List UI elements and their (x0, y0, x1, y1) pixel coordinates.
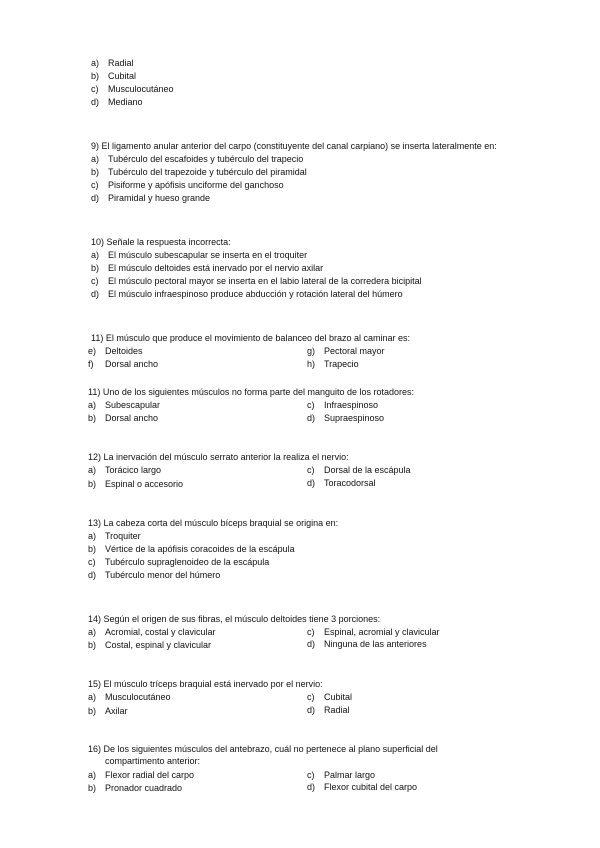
question-stem-continued: compartimento anterior: (105, 756, 201, 766)
option-text: Trapecio (324, 359, 359, 369)
option-letter: a) (88, 400, 97, 410)
option-text: Deltoides (105, 346, 143, 356)
option-text: Mediano (108, 97, 143, 107)
question-stem: 16) De los siguientes músculos del antebrazo, cuál no pertenece al plano superficial del (88, 744, 438, 754)
option-letter: h) (307, 359, 316, 369)
option-text: Supraespinoso (324, 413, 385, 423)
option-letter: c) (307, 627, 315, 637)
option-letter: c) (307, 692, 315, 702)
option-letter: c) (91, 276, 99, 286)
question-stem: 15) El músculo tríceps braquial está inervado por el nervio: (88, 679, 323, 689)
option-letter: d) (307, 705, 316, 715)
question-stem: 12) La inervación del músculo serrato anterior la realiza el nervio: (88, 452, 349, 462)
option-text: Pronador cuadrado (105, 783, 183, 793)
option-letter: a) (88, 770, 97, 780)
question-stem: 14) Según el origen de sus fibras, el músculo deltoides tiene 3 porciones: (88, 614, 381, 624)
option-letter: d) (91, 193, 100, 203)
option-text: Espinal o accesorio (105, 479, 184, 489)
option-letter: b) (88, 413, 97, 423)
question-stem: 11) Uno de los siguientes músculos no forma parte del manguito de los rotadores: (88, 387, 415, 397)
option-letter: b) (91, 71, 100, 81)
option-text: Torácico largo (105, 465, 162, 475)
option-letter: f) (88, 359, 94, 369)
option-letter: b) (88, 706, 97, 716)
option-text: Musculocutáneo (108, 84, 174, 94)
option-text: Radial (108, 58, 134, 68)
option-letter: d) (88, 570, 97, 580)
option-letter: d) (307, 413, 316, 423)
option-letter: d) (91, 97, 100, 107)
option-text: Troquiter (105, 531, 141, 541)
option-text: Pisiforme y apófisis unciforme del ganchoso (108, 180, 284, 190)
option-letter: a) (88, 692, 97, 702)
option-text: Cubital (324, 692, 353, 702)
option-text: Tubérculo del escafoides y tubérculo del trapecio (108, 154, 304, 164)
option-text: Tubérculo del trapezoide y tubérculo del piramidal (108, 167, 307, 177)
option-letter: b) (88, 640, 97, 650)
option-letter: a) (91, 58, 100, 68)
option-letter: b) (88, 479, 97, 489)
option-letter: c) (307, 770, 315, 780)
option-text: Tubérculo supraglenoideo de la escápula (105, 557, 270, 567)
option-text: Radial (324, 705, 350, 715)
option-text: Pectoral mayor (324, 346, 385, 356)
option-letter: b) (91, 263, 100, 273)
option-text: El músculo pectoral mayor se inserta en el labio lateral de la corredera bicipital (108, 276, 422, 286)
option-letter: d) (307, 639, 316, 649)
option-text: El músculo infraespinoso produce abducción y rotación lateral del húmero (108, 289, 403, 299)
option-text: Flexor cubital del carpo (324, 782, 418, 792)
option-letter: a) (88, 465, 97, 475)
option-letter: c) (91, 84, 99, 94)
option-letter: b) (88, 544, 97, 554)
option-letter: d) (307, 478, 316, 488)
option-text: Vértice de la apófisis coracoides de la escápula (105, 544, 295, 554)
option-letter: a) (91, 154, 100, 164)
option-letter: a) (88, 531, 97, 541)
option-text: El músculo deltoides está inervado por el nervio axilar (108, 263, 324, 273)
option-letter: b) (91, 167, 100, 177)
option-text: Espinal, acromial y clavicular (324, 627, 440, 637)
option-letter: b) (88, 783, 97, 793)
option-letter: c) (91, 180, 99, 190)
question-stem: 10) Señale la respuesta incorrecta: (91, 237, 231, 247)
option-text: Piramidal y hueso grande (108, 193, 211, 203)
option-text: Flexor radial del carpo (105, 770, 195, 780)
question-stem: 11) El músculo que produce el movimiento de balanceo del brazo al caminar es: (91, 333, 411, 343)
option-text: Subescapular (105, 400, 161, 410)
option-letter: d) (307, 782, 316, 792)
option-text: Ninguna de las anteriores (324, 639, 427, 649)
option-text: Costal, espinal y clavicular (105, 640, 212, 650)
option-letter: e) (88, 346, 97, 356)
option-letter: g) (307, 346, 316, 356)
option-text: El músculo subescapular se inserta en el troquiter (108, 250, 308, 260)
option-text: Toracodorsal (324, 478, 376, 488)
option-letter: a) (88, 627, 97, 637)
option-letter: c) (307, 400, 315, 410)
question-stem: 13) La cabeza corta del músculo bíceps braquial se origina en: (88, 518, 339, 528)
option-letter: a) (91, 250, 100, 260)
option-text: Acromial, costal y clavicular (105, 627, 216, 637)
question-stem: 9) El ligamento anular anterior del carpo (constituyente del canal carpiano) se inserta lateralmente en: (91, 141, 497, 151)
option-text: Dorsal ancho (105, 413, 159, 423)
option-letter: d) (91, 289, 100, 299)
option-text: Axilar (105, 706, 128, 716)
option-letter: c) (307, 465, 315, 475)
option-text: Dorsal de la escápula (324, 465, 411, 475)
option-letter: c) (88, 557, 96, 567)
option-text: Tubérculo menor del húmero (105, 570, 221, 580)
option-text: Palmar largo (324, 770, 376, 780)
option-text: Infraespinoso (324, 400, 379, 410)
option-text: Cubital (108, 71, 137, 81)
option-text: Dorsal ancho (105, 359, 159, 369)
option-text: Musculocutáneo (105, 692, 171, 702)
